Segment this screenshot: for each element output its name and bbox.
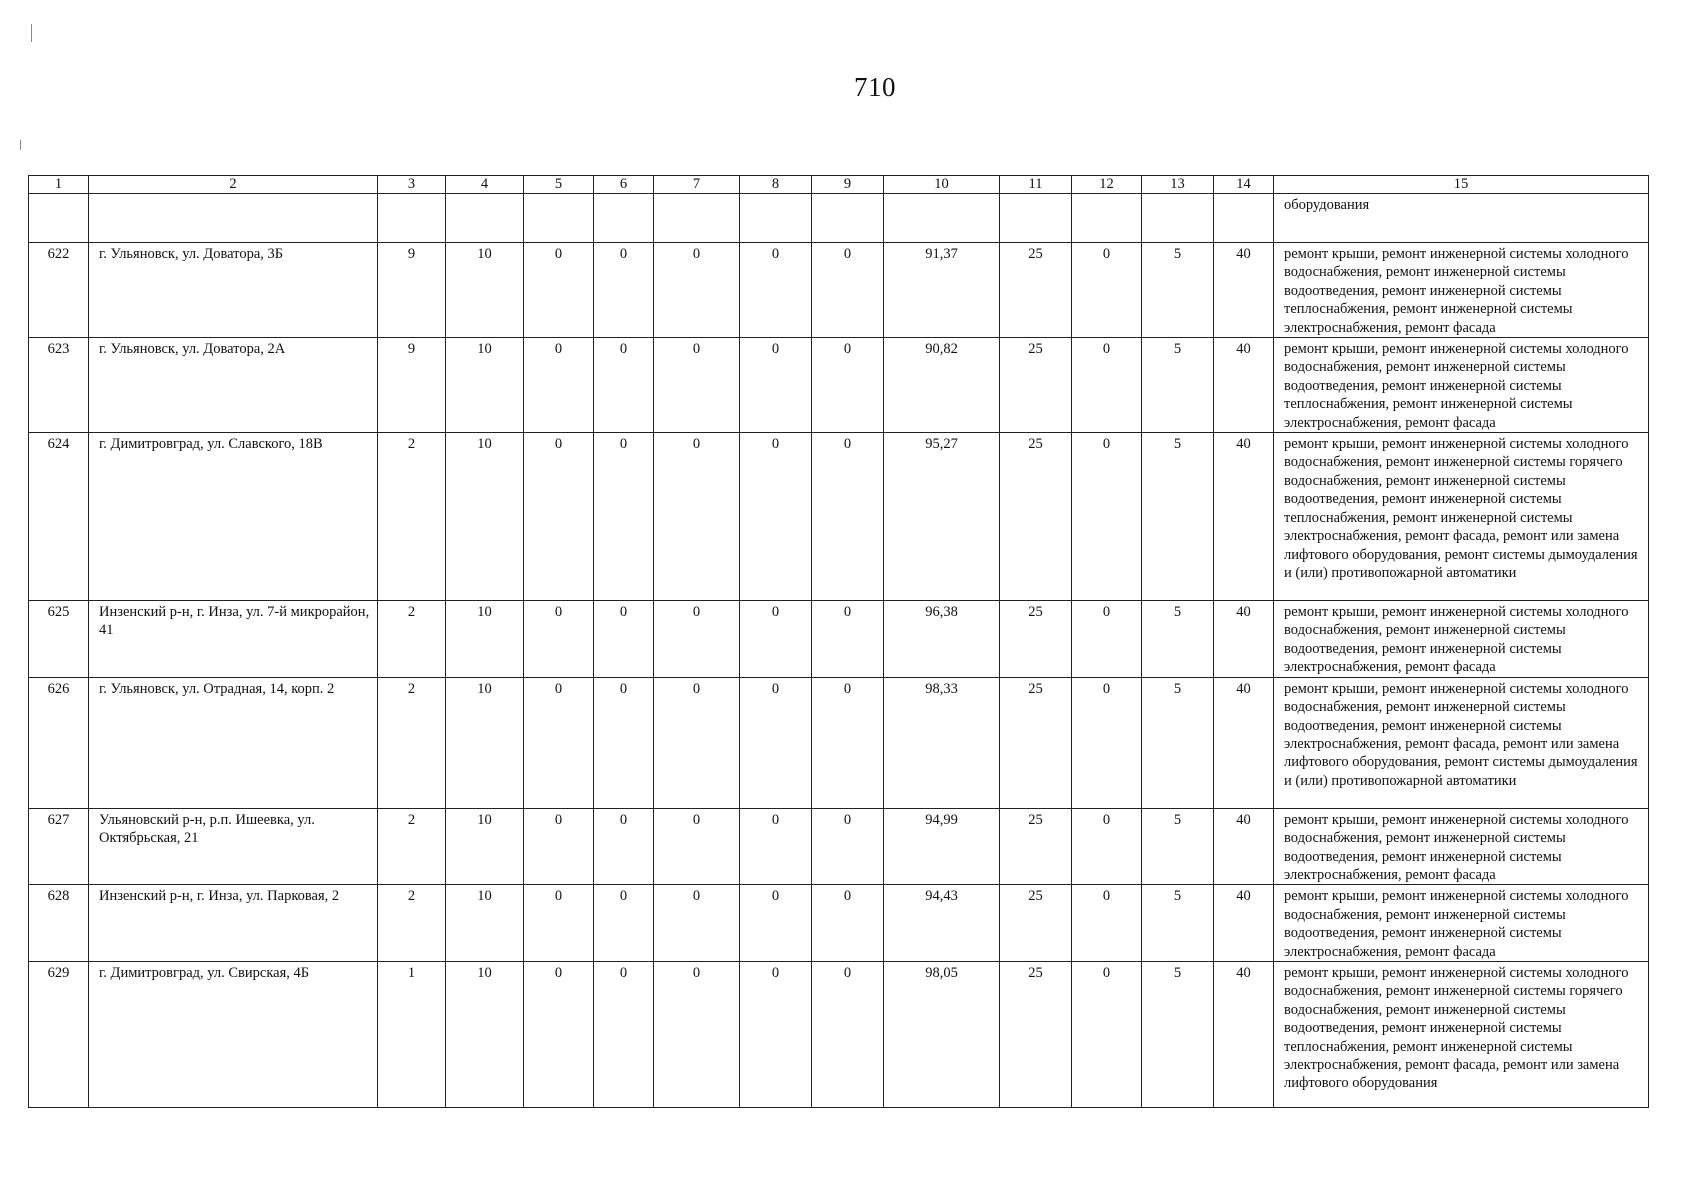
column-number: 13 <box>1142 176 1214 194</box>
table-cell <box>740 194 812 243</box>
value-cell: 1 <box>378 961 446 1107</box>
value-cell: 25 <box>1000 338 1072 433</box>
value-cell: 0 <box>594 808 654 885</box>
value-cell: 0 <box>812 601 884 678</box>
works-cell: ремонт крыши, ремонт инженерной системы холодного водоснабжения, ремонт инженерной системы водоотведения, ремонт инженерной системы электроснабжения, ремонт фасада <box>1274 885 1649 962</box>
value-cell: 0 <box>1072 885 1142 962</box>
table-cell <box>446 194 524 243</box>
table-cell <box>29 194 89 243</box>
value-cell: 10 <box>446 961 524 1107</box>
table-cell <box>524 194 594 243</box>
value-cell: 2 <box>378 601 446 678</box>
value-cell: 96,38 <box>884 601 1000 678</box>
value-cell: 0 <box>594 885 654 962</box>
address-cell: г. Ульяновск, ул. Доватора, 3Б <box>89 243 378 338</box>
row-number-cell: 625 <box>29 601 89 678</box>
value-cell: 5 <box>1142 338 1214 433</box>
column-number-row <box>29 176 1649 194</box>
table-row <box>29 961 1649 1107</box>
value-cell: 0 <box>812 677 884 808</box>
value-cell: 0 <box>812 885 884 962</box>
value-cell: 0 <box>594 601 654 678</box>
value-cell: 0 <box>812 338 884 433</box>
value-cell: 98,33 <box>884 677 1000 808</box>
value-cell: 0 <box>740 961 812 1107</box>
value-cell: 5 <box>1142 433 1214 601</box>
column-number: 7 <box>654 176 740 194</box>
row-number-cell: 627 <box>29 808 89 885</box>
column-number: 10 <box>884 176 1000 194</box>
value-cell: 0 <box>812 961 884 1107</box>
table-row <box>29 338 1649 433</box>
value-cell: 2 <box>378 677 446 808</box>
address-cell: Инзенский р-н, г. Инза, ул. Парковая, 2 <box>89 885 378 962</box>
table-cell <box>1214 194 1274 243</box>
table-row <box>29 808 1649 885</box>
value-cell: 91,37 <box>884 243 1000 338</box>
row-number-cell: 624 <box>29 433 89 601</box>
value-cell: 0 <box>654 961 740 1107</box>
column-number: 6 <box>594 176 654 194</box>
column-number: 2 <box>89 176 378 194</box>
row-number-cell: 626 <box>29 677 89 808</box>
address-cell: г. Ульяновск, ул. Отрадная, 14, корп. 2 <box>89 677 378 808</box>
value-cell: 10 <box>446 885 524 962</box>
table-row <box>29 243 1649 338</box>
value-cell: 10 <box>446 808 524 885</box>
value-cell: 0 <box>740 885 812 962</box>
table-row <box>29 601 1649 678</box>
value-cell: 0 <box>654 433 740 601</box>
value-cell: 25 <box>1000 808 1072 885</box>
value-cell: 9 <box>378 338 446 433</box>
value-cell: 0 <box>654 243 740 338</box>
value-cell: 0 <box>740 338 812 433</box>
value-cell: 0 <box>740 243 812 338</box>
value-cell: 98,05 <box>884 961 1000 1107</box>
scan-edge-mark <box>20 140 21 150</box>
value-cell: 25 <box>1000 885 1072 962</box>
value-cell: 5 <box>1142 601 1214 678</box>
table-body <box>29 176 1649 1108</box>
value-cell: 40 <box>1214 885 1274 962</box>
value-cell: 40 <box>1214 601 1274 678</box>
column-number: 15 <box>1274 176 1649 194</box>
value-cell: 25 <box>1000 677 1072 808</box>
row-number-cell: 622 <box>29 243 89 338</box>
value-cell: 0 <box>654 677 740 808</box>
value-cell: 90,82 <box>884 338 1000 433</box>
value-cell: 10 <box>446 338 524 433</box>
value-cell: 0 <box>812 243 884 338</box>
value-cell: 25 <box>1000 601 1072 678</box>
value-cell: 10 <box>446 433 524 601</box>
address-cell: Инзенский р-н, г. Инза, ул. 7-й микрорайон, 41 <box>89 601 378 678</box>
table-row <box>29 677 1649 808</box>
value-cell: 5 <box>1142 885 1214 962</box>
works-cell: оборудования <box>1274 194 1649 243</box>
value-cell: 0 <box>812 433 884 601</box>
table-cell <box>884 194 1000 243</box>
data-table <box>28 175 1649 1108</box>
value-cell: 0 <box>1072 338 1142 433</box>
value-cell: 40 <box>1214 961 1274 1107</box>
value-cell: 95,27 <box>884 433 1000 601</box>
value-cell: 5 <box>1142 677 1214 808</box>
value-cell: 25 <box>1000 961 1072 1107</box>
column-number: 5 <box>524 176 594 194</box>
table-cell <box>812 194 884 243</box>
value-cell: 2 <box>378 433 446 601</box>
table-cell <box>654 194 740 243</box>
address-cell: г. Димитровград, ул. Славского, 18В <box>89 433 378 601</box>
value-cell: 94,43 <box>884 885 1000 962</box>
value-cell: 0 <box>524 601 594 678</box>
value-cell: 0 <box>1072 243 1142 338</box>
value-cell: 10 <box>446 243 524 338</box>
value-cell: 0 <box>740 677 812 808</box>
value-cell: 10 <box>446 677 524 808</box>
value-cell: 0 <box>654 808 740 885</box>
value-cell: 0 <box>594 338 654 433</box>
column-number: 14 <box>1214 176 1274 194</box>
value-cell: 0 <box>1072 677 1142 808</box>
value-cell: 94,99 <box>884 808 1000 885</box>
row-number-cell: 628 <box>29 885 89 962</box>
value-cell: 0 <box>524 677 594 808</box>
value-cell: 0 <box>524 243 594 338</box>
works-cell: ремонт крыши, ремонт инженерной системы холодного водоснабжения, ремонт инженерной системы водоотведения, ремонт инженерной системы электроснабжения, ремонт фасада <box>1274 601 1649 678</box>
data-table-wrapper <box>28 175 1649 1108</box>
works-cell: ремонт крыши, ремонт инженерной системы холодного водоснабжения, ремонт инженерной системы водоотведения, ремонт инженерной системы электроснабжения, ремонт фасада, ремонт или замена лифтового оборудования, ремонт системы дымоудаления и (или) противопожарной автоматики <box>1274 677 1649 808</box>
value-cell: 40 <box>1214 433 1274 601</box>
table-cell <box>89 194 378 243</box>
value-cell: 5 <box>1142 961 1214 1107</box>
value-cell: 40 <box>1214 677 1274 808</box>
address-cell: г. Димитровград, ул. Свирская, 4Б <box>89 961 378 1107</box>
value-cell: 0 <box>1072 961 1142 1107</box>
column-number: 8 <box>740 176 812 194</box>
continuation-row <box>29 194 1649 243</box>
table-cell <box>594 194 654 243</box>
table-cell <box>1142 194 1214 243</box>
value-cell: 0 <box>524 808 594 885</box>
value-cell: 0 <box>812 808 884 885</box>
value-cell: 40 <box>1214 243 1274 338</box>
table-row <box>29 433 1649 601</box>
works-cell: ремонт крыши, ремонт инженерной системы холодного водоснабжения, ремонт инженерной системы водоотведения, ремонт инженерной системы теплоснабжения, ремонт инженерной системы электроснабжения, ремонт фасада <box>1274 338 1649 433</box>
value-cell: 0 <box>524 433 594 601</box>
row-number-cell: 629 <box>29 961 89 1107</box>
scan-edge-mark <box>31 24 32 42</box>
address-cell: г. Ульяновск, ул. Доватора, 2А <box>89 338 378 433</box>
value-cell: 0 <box>740 601 812 678</box>
value-cell: 0 <box>594 433 654 601</box>
value-cell: 0 <box>740 433 812 601</box>
value-cell: 5 <box>1142 243 1214 338</box>
value-cell: 0 <box>1072 433 1142 601</box>
works-cell: ремонт крыши, ремонт инженерной системы холодного водоснабжения, ремонт инженерной системы водоотведения, ремонт инженерной системы электроснабжения, ремонт фасада <box>1274 808 1649 885</box>
column-number: 12 <box>1072 176 1142 194</box>
value-cell: 40 <box>1214 338 1274 433</box>
value-cell: 0 <box>654 601 740 678</box>
works-cell: ремонт крыши, ремонт инженерной системы холодного водоснабжения, ремонт инженерной системы водоотведения, ремонт инженерной системы теплоснабжения, ремонт инженерной системы электроснабжения, ремонт фасада <box>1274 243 1649 338</box>
value-cell: 5 <box>1142 808 1214 885</box>
value-cell: 0 <box>1072 808 1142 885</box>
column-number: 1 <box>29 176 89 194</box>
value-cell: 0 <box>654 885 740 962</box>
value-cell: 0 <box>654 338 740 433</box>
page-number: 710 <box>854 72 896 102</box>
address-cell: Ульяновский р-н, р.п. Ишеевка, ул. Октябрьская, 21 <box>89 808 378 885</box>
value-cell: 0 <box>740 808 812 885</box>
column-number: 11 <box>1000 176 1072 194</box>
value-cell: 0 <box>524 338 594 433</box>
column-number: 9 <box>812 176 884 194</box>
column-number: 4 <box>446 176 524 194</box>
value-cell: 0 <box>594 677 654 808</box>
works-cell: ремонт крыши, ремонт инженерной системы холодного водоснабжения, ремонт инженерной системы горячего водоснабжения, ремонт инженерной системы водоотведения, ремонт инженерной системы теплоснабжения, ремонт инженерной системы электроснабжения, ремонт фасада, ремонт или замена лифтового оборудования <box>1274 961 1649 1107</box>
table-cell <box>1072 194 1142 243</box>
value-cell: 25 <box>1000 433 1072 601</box>
table-cell <box>1000 194 1072 243</box>
table-row <box>29 885 1649 962</box>
table-cell <box>378 194 446 243</box>
value-cell: 0 <box>524 961 594 1107</box>
value-cell: 0 <box>594 961 654 1107</box>
value-cell: 40 <box>1214 808 1274 885</box>
works-cell: ремонт крыши, ремонт инженерной системы холодного водоснабжения, ремонт инженерной системы горячего водоснабжения, ремонт инженерной системы водоотведения, ремонт инженерной системы теплоснабжения, ремонт инженерной системы электроснабжения, ремонт фасада, ремонт или замена лифтового оборудования, ремонт системы дымоудаления и (или) противопожарной автоматики <box>1274 433 1649 601</box>
value-cell: 0 <box>594 243 654 338</box>
value-cell: 25 <box>1000 243 1072 338</box>
column-number: 3 <box>378 176 446 194</box>
value-cell: 2 <box>378 808 446 885</box>
value-cell: 2 <box>378 885 446 962</box>
value-cell: 0 <box>1072 601 1142 678</box>
row-number-cell: 623 <box>29 338 89 433</box>
value-cell: 10 <box>446 601 524 678</box>
value-cell: 9 <box>378 243 446 338</box>
value-cell: 0 <box>524 885 594 962</box>
